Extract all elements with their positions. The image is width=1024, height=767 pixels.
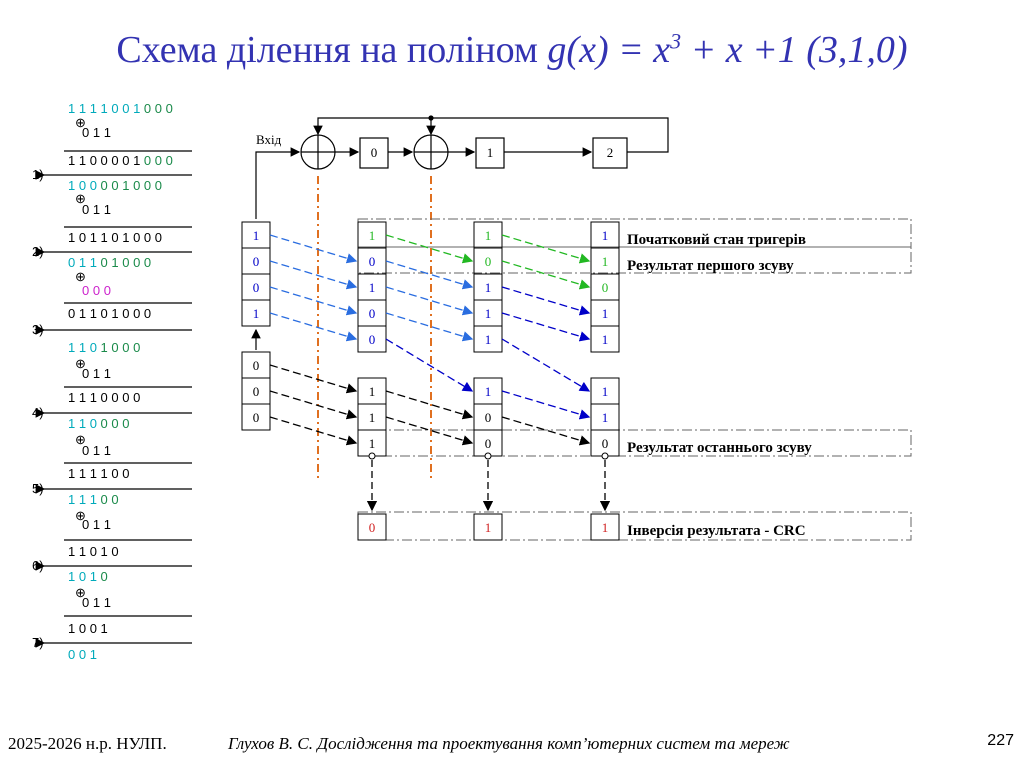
shift-arrow [270, 313, 356, 339]
register-cell: 1 [484, 280, 492, 295]
footer-year: 2025-2026 н.р. НУЛП. [8, 734, 167, 753]
division-digit: 1 [89, 443, 101, 458]
division-digit: 1 [89, 595, 101, 610]
division-digit: 1 [96, 230, 108, 245]
division-digit: 1 [118, 230, 130, 245]
shift-arrow [386, 235, 472, 261]
xor-mark: ⊕ [75, 269, 86, 284]
division-digit: 0 [118, 255, 130, 270]
division-row [82, 443, 111, 458]
division-digit: 1 [129, 153, 141, 168]
division-digit: 1 [68, 621, 76, 636]
division-digit: 1 [75, 466, 87, 481]
title-exponent: 3 [670, 28, 682, 54]
division-digit: 0 [151, 178, 162, 193]
input-line [256, 152, 299, 219]
division-digit: 0 [86, 621, 97, 636]
division-digit: 1 [68, 544, 76, 559]
division-digit: 1 [100, 366, 111, 381]
register-cell: 0 [601, 280, 609, 295]
division-digit: 1 [107, 255, 119, 270]
division-digit: 0 [107, 390, 119, 405]
division-digit: 1 [68, 340, 76, 355]
division-row [82, 366, 111, 381]
shift-arrow [270, 365, 356, 391]
input-upper-cell: 0 [252, 280, 260, 295]
register-cell: 1 [368, 436, 376, 451]
register-cell: 0 [368, 332, 376, 347]
division-digit: 0 [100, 283, 111, 298]
division-digit: 0 [161, 101, 173, 116]
division-digit: 0 [140, 230, 152, 245]
division-digit: 0 [86, 340, 97, 355]
page-number: 227 [987, 732, 1014, 749]
division-rows [68, 101, 173, 662]
division-digit: 0 [82, 517, 90, 532]
division-digit: 0 [118, 390, 130, 405]
division-digit: 0 [82, 366, 90, 381]
shift-arrow [502, 287, 589, 313]
division-digit: 0 [86, 416, 97, 431]
division-digit: 1 [100, 517, 111, 532]
division-digit: 1 [68, 390, 76, 405]
crc-cell: 1 [601, 520, 609, 535]
register-cell: 0 [368, 254, 376, 269]
division-digit: 1 [75, 416, 87, 431]
shift-arrow [270, 235, 356, 261]
division-digit: 0 [96, 390, 108, 405]
division-digit: 0 [107, 230, 119, 245]
division-digit: 0 [151, 230, 162, 245]
division-digit: 0 [140, 255, 152, 270]
trigger-label: 1 [486, 145, 494, 160]
division-digit: 0 [82, 443, 90, 458]
division-digit: 0 [118, 101, 130, 116]
division-digit: 1 [89, 202, 101, 217]
step-labels [32, 167, 44, 650]
title-formula-rest: + x +1 (3,1,0) [681, 29, 908, 71]
division-digit: 0 [68, 306, 76, 321]
division-row [68, 492, 119, 507]
division-digit: 0 [129, 390, 141, 405]
division-digit: 1 [75, 390, 87, 405]
division-row [68, 306, 151, 321]
division-digit: 0 [140, 306, 152, 321]
register-cell: 1 [368, 228, 376, 243]
division-digit: 0 [151, 101, 162, 116]
division-digit: 1 [68, 178, 76, 193]
shift-arrow [386, 339, 472, 391]
shift-arrow [502, 339, 589, 391]
input-upper-cell: 0 [252, 254, 260, 269]
division-digit: 0 [140, 101, 152, 116]
division-digit: 1 [75, 153, 87, 168]
division-digit: 1 [100, 443, 111, 458]
division-digit: 1 [107, 306, 119, 321]
step-label: 7) [32, 635, 44, 650]
division-digit: 0 [75, 569, 87, 584]
crc-cell: 1 [484, 520, 492, 535]
division-digit: 1 [96, 340, 108, 355]
register-cell: 1 [484, 332, 492, 347]
division-row [68, 153, 173, 168]
division-digit: 1 [68, 492, 76, 507]
division-digit: 1 [96, 621, 108, 636]
division-digit: 1 [100, 125, 111, 140]
division-digit: 1 [86, 390, 97, 405]
division-digit: 0 [151, 153, 162, 168]
division-digit: 1 [118, 178, 130, 193]
division-digit: 0 [68, 647, 76, 662]
division-digit: 0 [96, 178, 108, 193]
division-digit: 1 [68, 230, 76, 245]
division-digit: 0 [129, 306, 141, 321]
division-digit: 0 [82, 283, 90, 298]
shift-arrow [502, 261, 589, 287]
trigger-label: 2 [606, 145, 614, 160]
division-row [68, 390, 140, 405]
division-digit: 1 [100, 595, 111, 610]
division-digit: 0 [107, 492, 119, 507]
division-digit: 1 [68, 101, 76, 116]
division-digit: 1 [75, 544, 87, 559]
division-digit: 1 [75, 101, 87, 116]
division-digit: 0 [118, 416, 130, 431]
division-row [68, 340, 140, 355]
division-digit: 0 [96, 416, 108, 431]
crc-node [369, 453, 375, 459]
register-cell: 0 [484, 410, 492, 425]
xor-mark: ⊕ [75, 191, 86, 206]
division-digit: 0 [96, 492, 108, 507]
division-digit: 0 [96, 255, 108, 270]
division-digit: 1 [75, 255, 87, 270]
register-cell: 1 [601, 332, 609, 347]
division-row [68, 621, 108, 636]
xor-mark: ⊕ [75, 432, 86, 447]
division-digit: 1 [75, 340, 87, 355]
division-digit: 0 [129, 178, 141, 193]
division-row [68, 466, 129, 481]
division-digit: 0 [68, 255, 76, 270]
register-cell: 1 [368, 384, 376, 399]
division-digit: 0 [140, 178, 152, 193]
shift-arrow [386, 313, 472, 339]
xor-mark: ⊕ [75, 508, 86, 523]
division-digit: 0 [75, 621, 87, 636]
division-digit: 0 [75, 647, 87, 662]
division-digit: 0 [75, 230, 87, 245]
register-cell: 1 [601, 228, 609, 243]
division-digit: 0 [107, 466, 119, 481]
step-label: 4) [32, 405, 44, 420]
xor-mark: ⊕ [75, 356, 86, 371]
label-last-shift: Результат останнього зсуву [627, 440, 812, 456]
step-label: 5) [32, 481, 44, 496]
division-row [82, 517, 111, 532]
crc-node [602, 453, 608, 459]
division-digit: 0 [129, 340, 141, 355]
division-digit: 0 [82, 202, 90, 217]
division-digit: 0 [161, 153, 173, 168]
division-digit: 0 [82, 595, 90, 610]
footer-author: Глухов В. С. Дослідження та проектування комп’ютерних систем та мереж [228, 734, 790, 753]
division-digit: 1 [100, 202, 111, 217]
division-row [68, 544, 119, 559]
register-cell: 0 [484, 436, 492, 451]
division-digit: 0 [96, 306, 108, 321]
shift-arrow [502, 391, 589, 417]
division-digit: 1 [86, 569, 97, 584]
shift-arrow [386, 287, 472, 313]
shift-arrow [502, 313, 589, 339]
division-digit: 1 [68, 416, 76, 431]
register-cell: 1 [484, 384, 492, 399]
division-row [68, 569, 108, 584]
division-digit: 1 [86, 230, 97, 245]
register-cell: 1 [484, 306, 492, 321]
label-first-shift: Результат першого зсуву [627, 258, 794, 274]
division-digit: 1 [68, 153, 76, 168]
division-row [68, 416, 129, 431]
register-cell: 1 [601, 384, 609, 399]
division-digit: 1 [86, 466, 97, 481]
division-digit: 0 [129, 255, 141, 270]
division-row [82, 202, 111, 217]
label-crc: Інверсія результата - CRC [627, 523, 806, 539]
division-digit: 1 [86, 492, 97, 507]
input-upper-cell: 1 [252, 228, 260, 243]
division-digit: 1 [89, 125, 101, 140]
input-upper-cell: 1 [252, 306, 260, 321]
division-row [68, 647, 97, 662]
register-cell: 0 [368, 306, 376, 321]
division-digit: 0 [75, 178, 87, 193]
register-cell: 0 [601, 436, 609, 451]
step-label: 6) [32, 558, 44, 573]
step-label: 1) [32, 167, 44, 182]
division-digit: 1 [96, 466, 108, 481]
division-digit: 0 [118, 306, 130, 321]
division-digit: 0 [107, 101, 119, 116]
shift-arrow [270, 417, 356, 443]
division-digit: 0 [82, 125, 90, 140]
time-markers [318, 176, 431, 478]
shift-arrow [270, 391, 356, 417]
division-row [68, 255, 151, 270]
input-label: Вхід [256, 132, 282, 147]
division-digit: 1 [89, 517, 101, 532]
register-cell: 1 [601, 254, 609, 269]
division-digit: 0 [118, 153, 130, 168]
division-digit: 0 [107, 340, 119, 355]
register-cell: 0 [484, 254, 492, 269]
step-label: 2) [32, 244, 44, 259]
division-digit: 0 [118, 340, 130, 355]
division-digit: 1 [96, 544, 108, 559]
xor-mark: ⊕ [75, 115, 86, 130]
division-digit: 1 [68, 466, 76, 481]
shift-arrow [386, 261, 472, 287]
shift-arrow [270, 261, 356, 287]
division-digit: 0 [107, 416, 119, 431]
step-label: 3) [32, 322, 44, 337]
division-row [82, 595, 111, 610]
division-digit: 0 [129, 230, 141, 245]
division-digit: 1 [129, 101, 141, 116]
division-digit: 0 [89, 283, 101, 298]
division-row [68, 230, 162, 245]
xor-mark: ⊕ [75, 585, 86, 600]
division-digit: 1 [86, 306, 97, 321]
input-lower-cell: 0 [252, 358, 260, 373]
division-digit: 1 [86, 647, 97, 662]
division-digit: 0 [96, 569, 108, 584]
division-digit: 0 [86, 178, 97, 193]
crc-arrows [372, 460, 605, 510]
division-digit: 0 [107, 178, 119, 193]
division-digit: 0 [140, 153, 152, 168]
division-digit: 1 [86, 255, 97, 270]
register-cell: 1 [368, 410, 376, 425]
division-digit: 1 [86, 101, 97, 116]
division-digit: 0 [118, 466, 130, 481]
division-digit: 0 [107, 153, 119, 168]
register-cell: 1 [601, 306, 609, 321]
trigger-label: 0 [370, 145, 378, 160]
division-digit: 0 [86, 544, 97, 559]
division-row [68, 101, 173, 116]
division-digit: 0 [107, 544, 119, 559]
division-digit: 1 [75, 492, 87, 507]
register-cell: 1 [601, 410, 609, 425]
input-lower-cell: 0 [252, 410, 260, 425]
division-row [82, 125, 111, 140]
register-cell: 1 [368, 280, 376, 295]
input-lower-cell: 0 [252, 384, 260, 399]
division-row [82, 283, 111, 298]
title-formula-g: g(x) = x [547, 29, 671, 71]
title-prefix: Схема ділення на поліном [116, 29, 548, 71]
division-digit: 1 [96, 101, 108, 116]
crc-cell: 0 [368, 520, 376, 535]
division-digit: 1 [89, 366, 101, 381]
division-digit: 0 [86, 153, 97, 168]
shift-arrow [270, 287, 356, 313]
shift-arrow [502, 235, 589, 261]
division-digit: 0 [96, 153, 108, 168]
feedback-node [429, 116, 433, 120]
label-initial-state: Початковий стан тригерів [627, 232, 806, 248]
crc-node [485, 453, 491, 459]
division-digit: 1 [68, 569, 76, 584]
division-digit: 1 [75, 306, 87, 321]
register-cell: 1 [484, 228, 492, 243]
shift-arrow [386, 391, 472, 417]
